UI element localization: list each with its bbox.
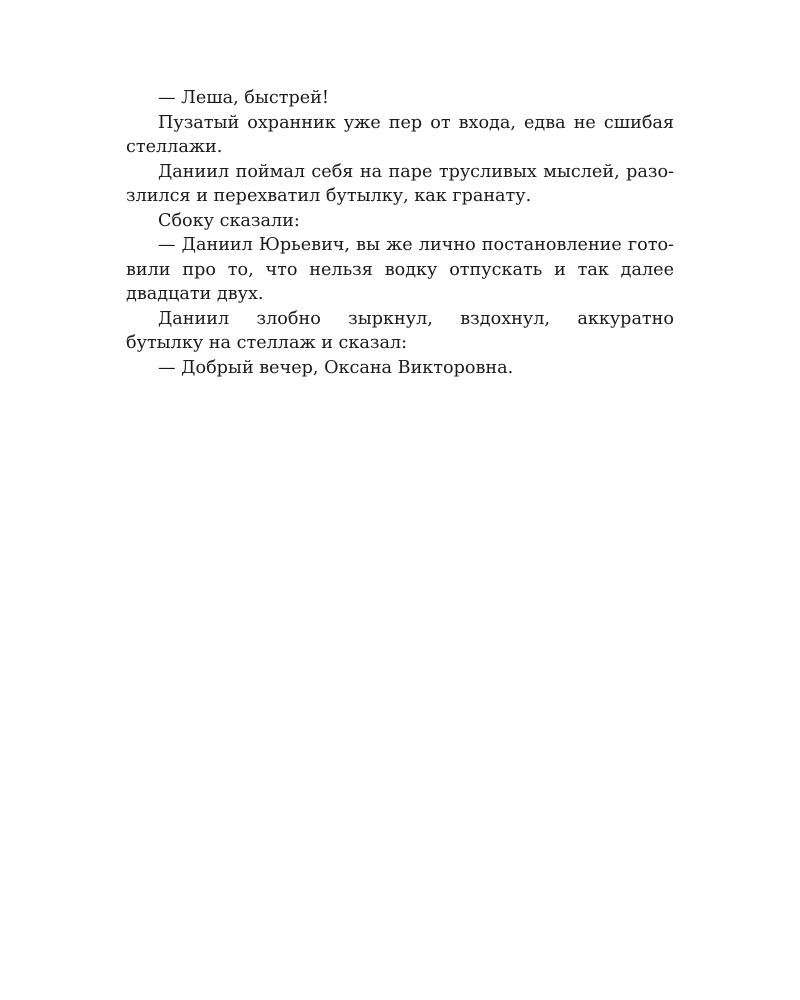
body-text [126, 86, 674, 380]
text-line: злился и перехватил бутылку, как гранату. [126, 186, 532, 206]
text-line: вили про то, что нельзя водку отпускать и так далее [126, 259, 674, 280]
text-line: — Добрый вечер, Оксана Викторовна. [158, 357, 514, 378]
text-line: Сбоку сказали: [158, 210, 300, 231]
text-line: Даниил поймал себя на паре трусливых мыслей, разо- [158, 161, 674, 182]
text-line: — Леша, быстрей! [158, 88, 329, 108]
text-line: двадцати двух. [126, 284, 264, 304]
text-line: Пузатый охранник уже пер от входа, едва не сшибая [158, 112, 674, 133]
text-line: — Даниил Юрьевич, вы же лично постановление гото- [158, 235, 674, 255]
text-line: стеллажи. [126, 137, 223, 157]
text-line: бутылку на стеллаж и сказал: [126, 333, 408, 353]
text-line: Даниил злобно зыркнул, вздохнул, аккуратно [158, 308, 674, 329]
